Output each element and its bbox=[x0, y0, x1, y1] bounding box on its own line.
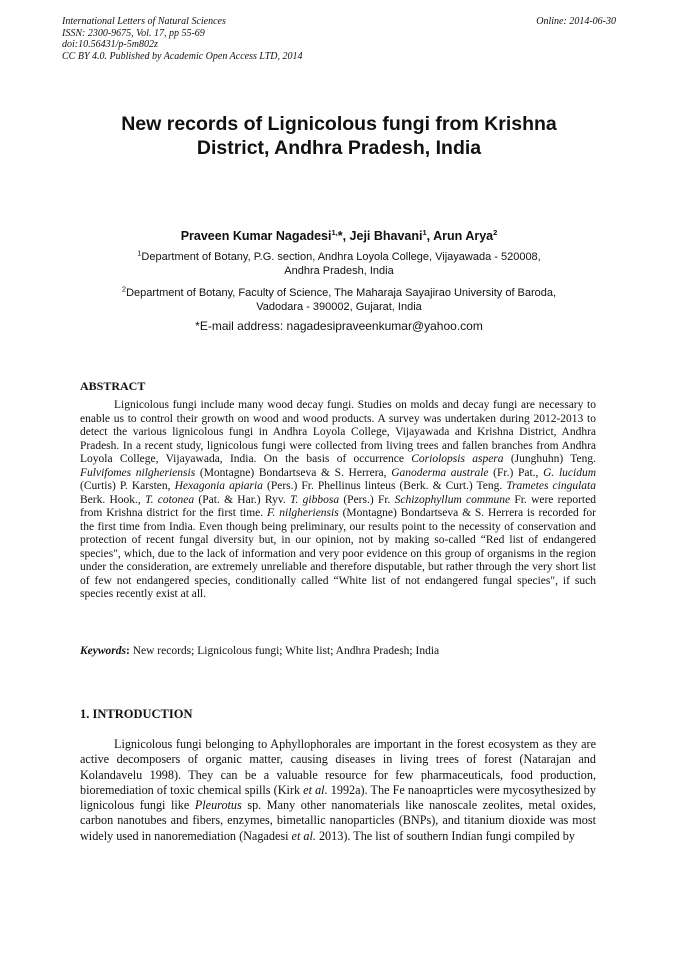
author-3: Arun Arya bbox=[433, 229, 494, 243]
species-name: Trametes cingulata bbox=[506, 480, 596, 492]
author-1-affiliation: 1, bbox=[331, 227, 338, 237]
issn-line: ISSN: 2300-9675, Vol. 17, pp 55-69 bbox=[62, 27, 205, 39]
abstract-text: (Fr.) Pat., bbox=[488, 466, 544, 479]
abstract-text: (Junghuhn) Teng. bbox=[503, 453, 596, 465]
title-line-2: District, Andhra Pradesh, India bbox=[196, 137, 482, 159]
species-name: Schizophyllum commune bbox=[394, 493, 511, 506]
species-name: F. nilgheriensis bbox=[267, 507, 339, 519]
species-name: Coriolopsis aspera bbox=[411, 453, 504, 465]
affiliation-2-number: 2 bbox=[121, 284, 127, 294]
abstract-text: (Montagne) Bondartseva & S. Herrera is recorded for the first time from India. Even though being preliminary, our results point to the necessity of conservation and protection of recent fungal diversity but, in our opinion, not by making so-called “Red list of endangered species", which, due to the lack of information and very poor evidence on this group of organisms in the region under the consideration, are extremely unreliable and therefore disputable, but rather through the very short list of few not endangered species, conditionally called “White list of not endangered fungal species", if such species recently exist at all. bbox=[80, 507, 596, 600]
abstract-text: (Pers.) Fr. Phellinus linteus (Berk. & Curt.) Teng. bbox=[262, 480, 507, 492]
abstract-text: Fr. were reported from Krishna district for the first time. bbox=[80, 493, 596, 519]
affiliation-1-number: 1 bbox=[137, 248, 142, 258]
abstract-text: (Montagne) Bondartseva & S. Herrera, bbox=[195, 466, 392, 479]
running-header bbox=[62, 16, 616, 62]
keywords-text: New records; Lignicolous fungi; White list; Andhra Pradesh; India bbox=[132, 645, 440, 657]
affiliation-2-line-2: Vadodara - 390002, Gujarat, India bbox=[256, 301, 422, 313]
intro-text: 1992a). The Fe nanoaprticles were mycosythesized by lignicolous fungi like bbox=[80, 782, 596, 813]
author-list bbox=[60, 229, 618, 243]
species-name: Fulvifomes nilgheriensis bbox=[80, 466, 196, 479]
intro-text: Lignicolous fungi belonging to Aphyllophorales are important in the forest ecosystem as they are active decomposers of organic matter, causing diseases in living trees of forest (Natarajan and Kolandavelu 1998). They can be a valuable resource for few pharmaceuticals, food production, bioremediation of toxic chemical spills (Kirk bbox=[80, 737, 596, 797]
abstract-text: Berk. Hook., bbox=[80, 493, 146, 506]
affiliation-2-line-1: Department of Botany, Faculty of Science, The Maharaja Sayajirao University of Baroda, bbox=[126, 287, 557, 299]
introduction-heading: 1. INTRODUCTION bbox=[80, 707, 193, 721]
species-name: T. cotonea bbox=[145, 493, 195, 506]
author-2-affiliation: 1 bbox=[422, 227, 427, 237]
keywords-colon: : bbox=[126, 645, 133, 657]
corresponding-email: *E-mail address: nagadesipraveenkumar@yahoo.com bbox=[195, 319, 483, 333]
paper-title bbox=[70, 112, 608, 160]
affiliation-2 bbox=[90, 286, 588, 314]
citation-etal: et al. bbox=[291, 828, 316, 843]
author-3-affiliation: 2 bbox=[493, 227, 498, 237]
species-name: Pleurotus bbox=[194, 798, 242, 813]
keywords-label: Keywords bbox=[80, 645, 126, 657]
author-1: Praveen Kumar Nagadesi bbox=[180, 229, 332, 243]
affiliation-1-line-1: Department of Botany, P.G. section, Andhra Loyola College, Vijayawada - 520008, bbox=[141, 251, 541, 263]
intro-text: 2013). The list of southern Indian fungi compiled by bbox=[315, 828, 575, 843]
introduction-body bbox=[80, 737, 596, 844]
affiliation-1-line-2: Andhra Pradesh, India bbox=[284, 265, 394, 277]
species-name: G. lucidum bbox=[543, 466, 596, 479]
abstract-text: (Pers.) Fr. bbox=[339, 493, 395, 506]
journal-name: International Letters of Natural Sciences bbox=[62, 16, 226, 27]
license-line: CC BY 4.0. Published by Academic Open Access LTD, 2014 bbox=[62, 50, 303, 62]
author-2: Jeji Bhavani bbox=[349, 229, 423, 243]
species-name: Ganoderma australe bbox=[391, 466, 489, 479]
online-date: Online: 2014-06-30 bbox=[536, 16, 616, 27]
citation-etal: et al. bbox=[303, 782, 328, 797]
abstract-heading: ABSTRACT bbox=[80, 379, 146, 393]
species-name: Hexagonia apiaria bbox=[174, 480, 263, 492]
corresponding-marker: *, bbox=[337, 229, 350, 243]
affiliation-1 bbox=[90, 250, 588, 278]
abstract-text: Lignicolous fungi include many wood decay fungi. Studies on molds and decay fungi are necessary to enable us to control their growth on wood and wood products. A survey was undertaken during 2012-2013 to detect the various lignicolous fungi in Andhra Loyola College, Vijayawada and Krishna District, Andhra Pradesh. In a recent study, lignicolous fungi were collected from living trees and fallen branches from Andhra Loyola College, Vijayawada, India. On the basis of occurrence bbox=[80, 399, 596, 465]
title-line-1: New records of Lignicolous fungi from Krishna bbox=[121, 113, 557, 135]
abstract-text: (Pat. & Har.) Ryv. bbox=[194, 493, 290, 506]
abstract-text: (Curtis) P. Karsten, bbox=[80, 480, 175, 492]
doi-line: doi:10.56431/p-5m802z bbox=[62, 39, 158, 51]
intro-text: sp. Many other nanomaterials like nanoscale zeolites, metal oxides, carbon nanotubes and fibers, enzymes, bimetallic nanoparticles (BNPs), and titanium dioxide was most widely used in nanoremediation (Nagadesi bbox=[80, 798, 596, 843]
species-name: T. gibbosa bbox=[289, 493, 340, 506]
abstract-body bbox=[80, 399, 596, 602]
keywords-line bbox=[80, 645, 596, 657]
author-separator: , bbox=[426, 229, 434, 243]
